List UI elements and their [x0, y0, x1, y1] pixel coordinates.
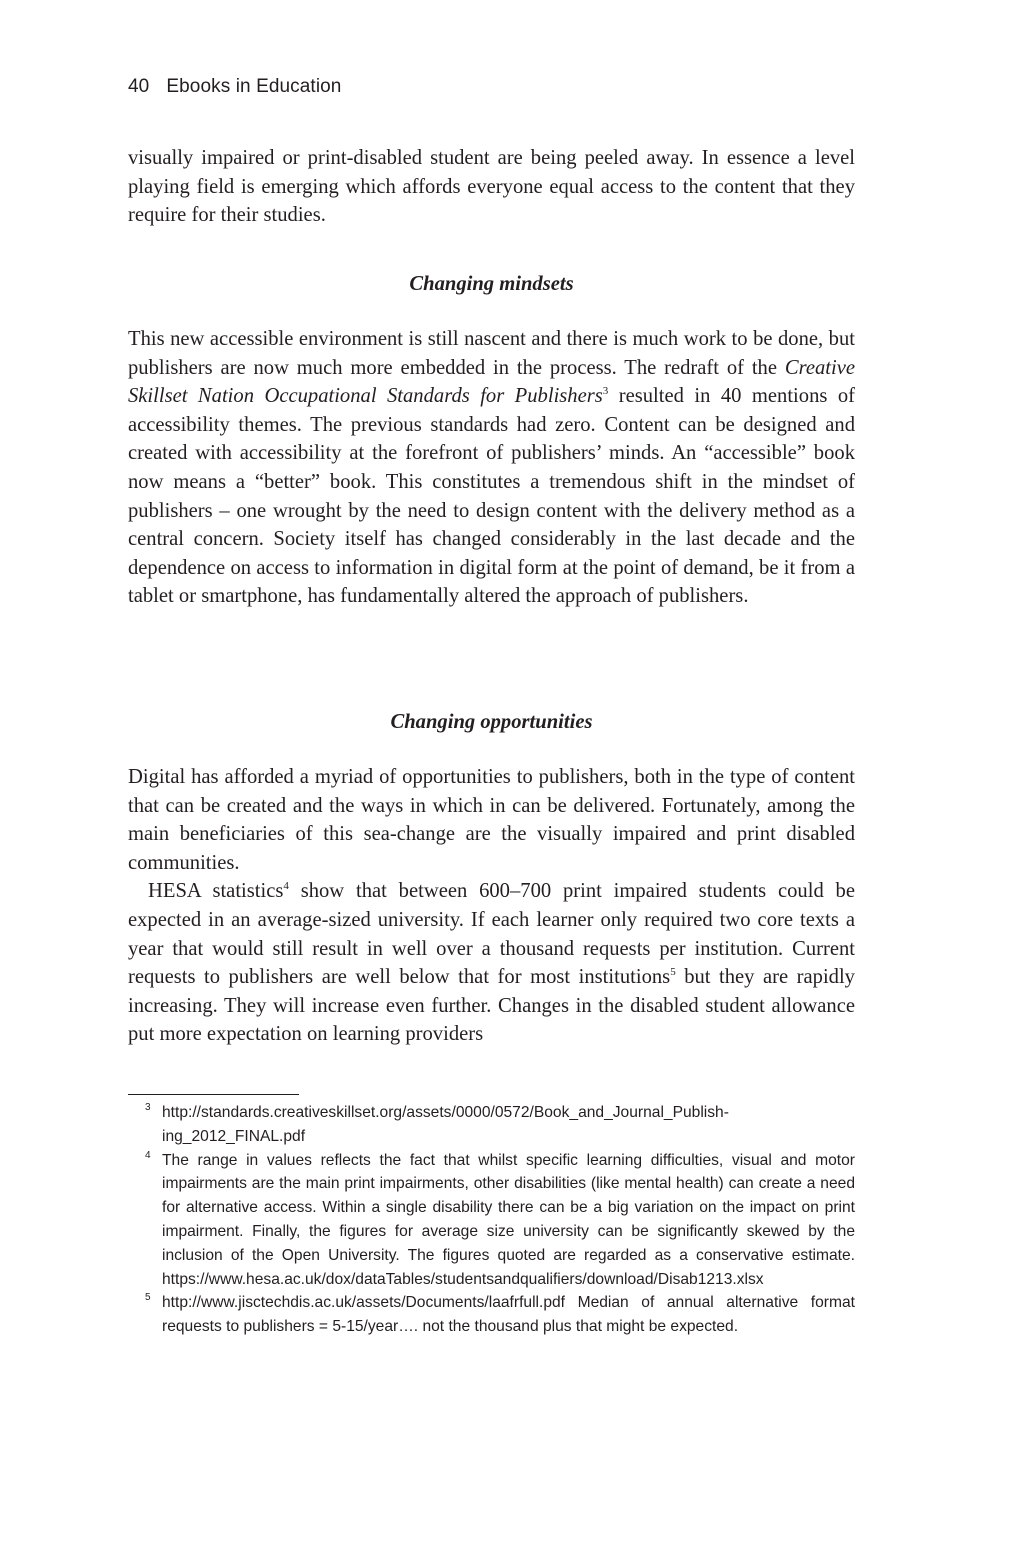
footnote-3: [128, 1101, 855, 1149]
mindsets-text-start: This new accessible environment is still nascent and there is much work to be done, but publishers are now much more embedded in the process. The redraft of the: [128, 328, 855, 379]
mindsets-paragraph: [128, 325, 855, 611]
heading-changing-mindsets: Changing mindsets: [409, 273, 574, 295]
hesa-text-continued: show that between 600–700 print impaired students could be expected in an average-sized university. If each learner only required two core texts a year that would still result in well over a thousand requests per institution. Current requests to publishers are well below that for most institutions: [128, 880, 855, 989]
footnote-5: [128, 1291, 855, 1339]
footnote-text: http://www.jisctechdis.ac.uk/assets/Documents/laafrfull.pdf Median of annual alternative format requests to publishers = 5-15/year…. not the thousand plus that might be expected.: [162, 1294, 855, 1336]
footnote-number: 3: [145, 1102, 151, 1113]
footnote-4: [128, 1149, 855, 1292]
footnotes: [128, 1101, 855, 1339]
running-head: [128, 76, 341, 98]
opportunities-section: [128, 763, 855, 1049]
standards-title: Creative Skillset Nation Occupational Standards for Publishers: [128, 356, 855, 408]
footnote-ref-3[interactable]: 3: [602, 385, 609, 398]
heading-changing-opportunities: Changing opportunities: [390, 711, 593, 733]
footnote-number: 4: [145, 1149, 151, 1161]
footnote-text[interactable]: http://standards.creativeskillset.org/assets/0000/0572/Book_and_Journal_Publishing_2012_FINAL.pdf: [162, 1104, 729, 1145]
page-number: 40: [128, 76, 150, 97]
footnote-rule: [128, 1094, 299, 1095]
footnote-number: 5: [145, 1292, 151, 1304]
footnote-text: The range in values reflects the fact that whilst specific learning difficulties, visual and motor impairments are the main print impairments, other disabilities (like mental health) can create a need for alternative access. Within a single disability there can be a big variation on the impact on print impairment. Finally, the figures for average size university can be significantly skewed by the inclusion of the Open University. The figures quoted are regarded as a conservative estimate. https://www.hesa.ac.uk/dox/dataTables/studentsandqualifiers/download/Disab1213.xlsx: [162, 1151, 855, 1288]
opportunities-paragraph-2: [128, 877, 855, 1049]
hesa-text: HESA statistics: [148, 880, 284, 903]
footnote-ref-5[interactable]: 5: [670, 966, 676, 979]
intro-paragraph: [128, 144, 855, 230]
footnote-ref-4[interactable]: 4: [283, 880, 289, 893]
running-title: Ebooks in Education: [166, 76, 342, 97]
opportunities-paragraph-1: Digital has afforded a myriad of opportunities to publishers, both in the type of content that can be created and the ways in which in can be delivered. Fortunately, among the main beneficiaries of this sea-change are the visually impaired and print disabled communities.: [128, 766, 855, 874]
mindsets-text-end: resulted in 40 mentions of accessibility themes. The previous standards had zero. Content can be designed and created with accessibility at the forefront of publishers’ minds. An “accessible” book now means a “better” book. This constitutes a tremendous shift in the mindset of publishers – one wrought by the need to design content with the delivery method as a central concern. Society itself has changed considerably in the last decade and the dependence on access to information in digital form at the point of demand, be it from a tablet or smartphone, has fundamentally altered the approach of publishers.: [128, 385, 855, 608]
mindsets-text: [128, 325, 855, 611]
hesa-text-end: but they are rapidly increasing. They will increase even further. Changes in the disabled student allowance put more expectation on learning providers: [128, 966, 855, 1046]
intro-text: visually impaired or print-disabled student are being peeled away. In essence a level playing field is emerging which affords everyone equal access to the content that they require for their studies.: [128, 147, 855, 227]
